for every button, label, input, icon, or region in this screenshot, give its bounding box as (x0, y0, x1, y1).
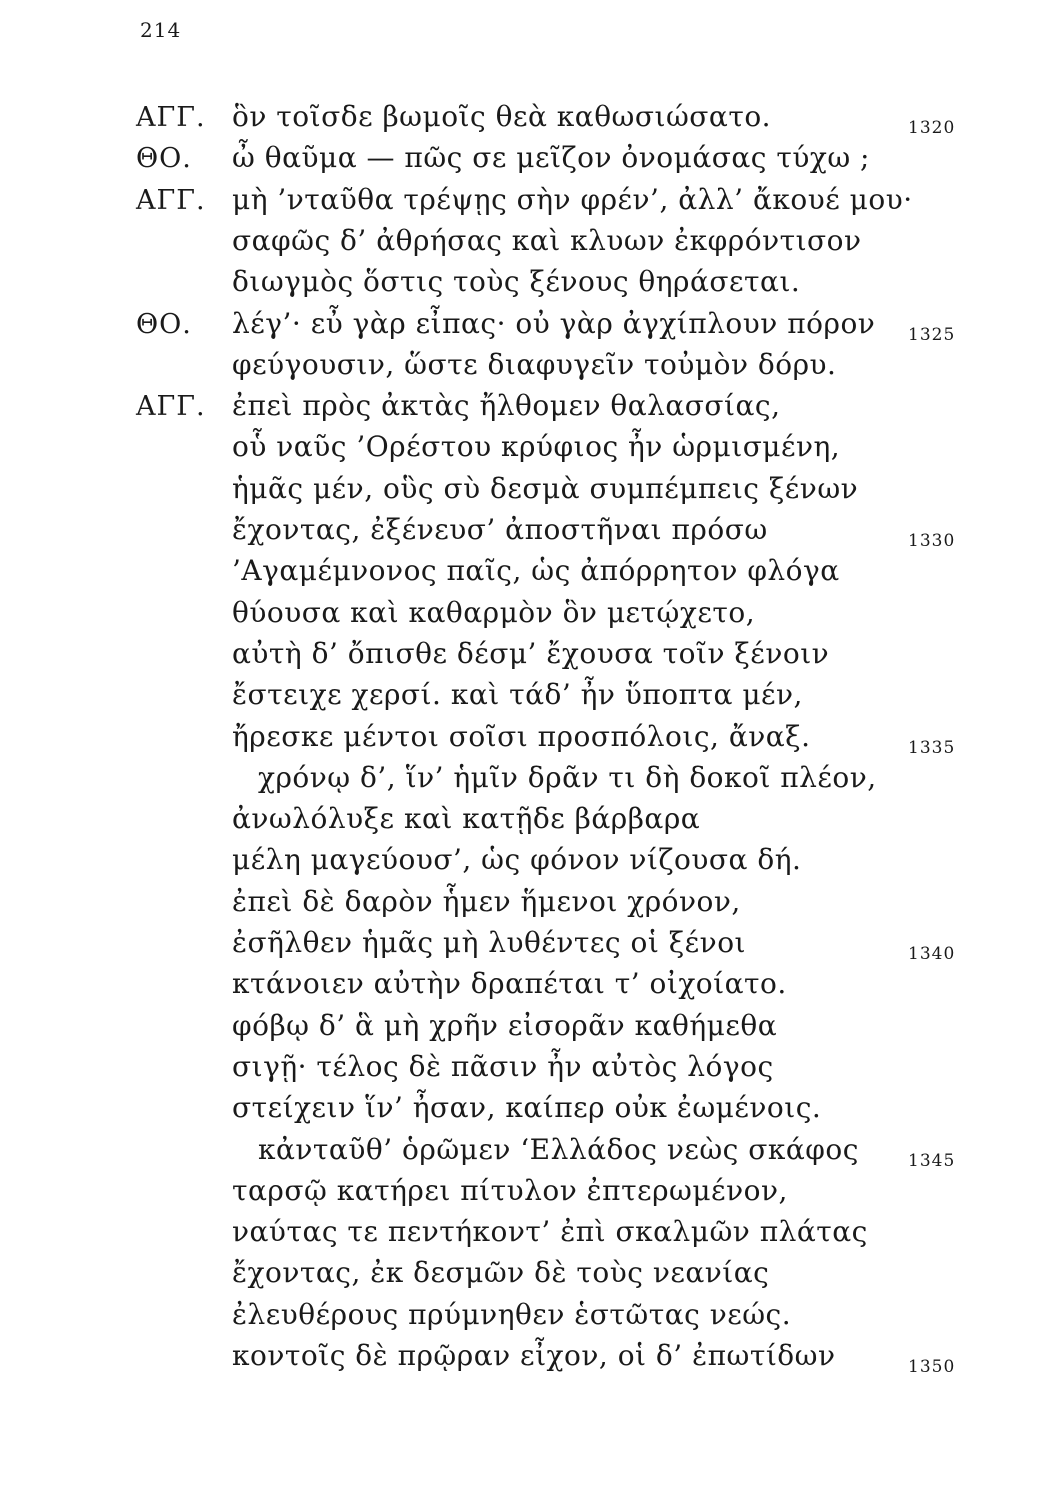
verse-text: αὐτὴ δ’ ὄπισθε δέσμ’ ἔχουσα τοῖν ξένοιν (232, 636, 830, 670)
verse-text: κτάνοιεν αὐτὴν δραπέται τ’ οἰχοίατο. (232, 967, 787, 1001)
verse-text: ναύτας τε πεντήκοντ’ ἐπὶ σκαλμῶν πλάτας (232, 1215, 868, 1249)
speaker-label: ΑΓΓ. (136, 184, 206, 216)
verse-text: ἐπεὶ πρὸς ἀκτὰς ἤλθομεν θαλασσίας, (232, 389, 781, 423)
verse-text: ἡμᾶς μέν, οὓς σὺ δεσμὰ συμπέμπεις ξένων (232, 471, 859, 505)
line-number: 1320 (908, 118, 956, 138)
verse-text: ἐπεὶ δὲ δαρὸν ἧμεν ἥμενοι χρόνον, (232, 884, 741, 918)
verse-text: ἤρεσκε μέντοι σοῖσι προσπόλοις, ἄναξ. (232, 719, 811, 753)
verse-text: ἐλευθέρους πρύμνηθεν ἑστῶτας νεώς. (232, 1297, 792, 1331)
speaker-label: ΑΓΓ. (136, 102, 206, 133)
verse-text: φόβῳ δ’ ἃ μὴ χρῆν εἰσορᾶν καθήμεθα (232, 1008, 778, 1042)
verse-text: θύουσα καὶ καθαρμὸν ὃν μετῴχετο, (232, 595, 756, 629)
verse-text: ἐσῆλθεν ἡμᾶς μὴ λυθέντες οἱ ξένοι (232, 926, 747, 959)
verse-text: κοντοῖς δὲ πρῷραν εἶχον, οἱ δ’ ἐπωτίδων (232, 1339, 836, 1372)
line-number: 1335 (908, 737, 956, 758)
line-number: 1325 (908, 324, 956, 345)
verse-text: ’Αγαμέμνονος παῖς, ὡς ἀπόρρητον φλόγα (232, 554, 840, 588)
verse-text: μέλη μαγεύουσ’, ὡς φόνον νίζουσα δή. (232, 843, 802, 877)
verse-text: ἔστειχε χερσί. καὶ τάδ’ ἦν ὕποπτα μέν, (232, 678, 803, 712)
verse-text: σιγῇ· τέλος δὲ πᾶσιν ἦν αὐτὸς λόγος (232, 1049, 774, 1083)
line-number: 1350 (908, 1357, 956, 1377)
verse-text: οὗ ναῦς ’Ορέστου κρύφιος ἦν ὡρμισμένη, (232, 430, 841, 464)
verse-text: ταρσῷ κατήρει πίτυλον ἐπτερωμένον, (232, 1173, 788, 1207)
speaker-label: ΘΟ. (136, 308, 192, 340)
verse-text: ὦ θαῦμα — πῶς σε μεῖζον ὀνομάσας τύχω ; (232, 141, 870, 175)
line-number: 1340 (908, 944, 956, 964)
speaker-label: ΑΓΓ. (136, 391, 206, 423)
verse-text: σαφῶς δ’ ἀθρήσας καὶ κλυων ἐκφρόντισον (232, 223, 862, 257)
verse-text: μὴ ’νταῦθα τρέψῃς σὴν φρέν’, ἀλλ’ ἄκουέ μου· (232, 182, 913, 216)
line-number: 1330 (908, 531, 956, 551)
verse-text: στείχειν ἵν’ ἦσαν, καίπερ οὐκ ἐωμένοις. (232, 1091, 822, 1125)
verse-line (0, 1335, 1056, 1391)
verse-text: διωγμὸς ὅστις τοὺς ξένους θηράσεται. (232, 265, 801, 299)
speaker-label: ΘΟ. (136, 143, 192, 175)
verse-text: ἔχοντας, ἐξένευσ’ ἀποστῆναι πρόσω (232, 513, 768, 546)
verse-text: φεύγουσιν, ὥστε διαφυγεῖν τοὐμὸν δόρυ. (232, 347, 837, 381)
verse-text: λέγ’· εὖ γὰρ εἶπας· οὐ γὰρ ἀγχίπλουν πόρον (232, 306, 876, 340)
verse-text: ἀνωλόλυξε καὶ κατῇδε βάρβαρα (232, 802, 701, 836)
verse-text: κἀνταῦθ’ ὁρῶμεν ‘Ελλάδος νεὼς σκάφος (258, 1132, 859, 1166)
verse-text: ἔχοντας, ἐκ δεσμῶν δὲ τοὺς νεανίας (232, 1256, 770, 1290)
verse-text: ὃν τοῖσδε βωμοῖς θεὰ καθωσιώσατο. (232, 100, 772, 133)
page-number: 214 (140, 18, 182, 42)
verse-text: χρόνῳ δ’, ἵν’ ἡμῖν δρᾶν τι δὴ δοκοῖ πλέον, (258, 760, 877, 794)
line-number: 1345 (908, 1150, 956, 1171)
